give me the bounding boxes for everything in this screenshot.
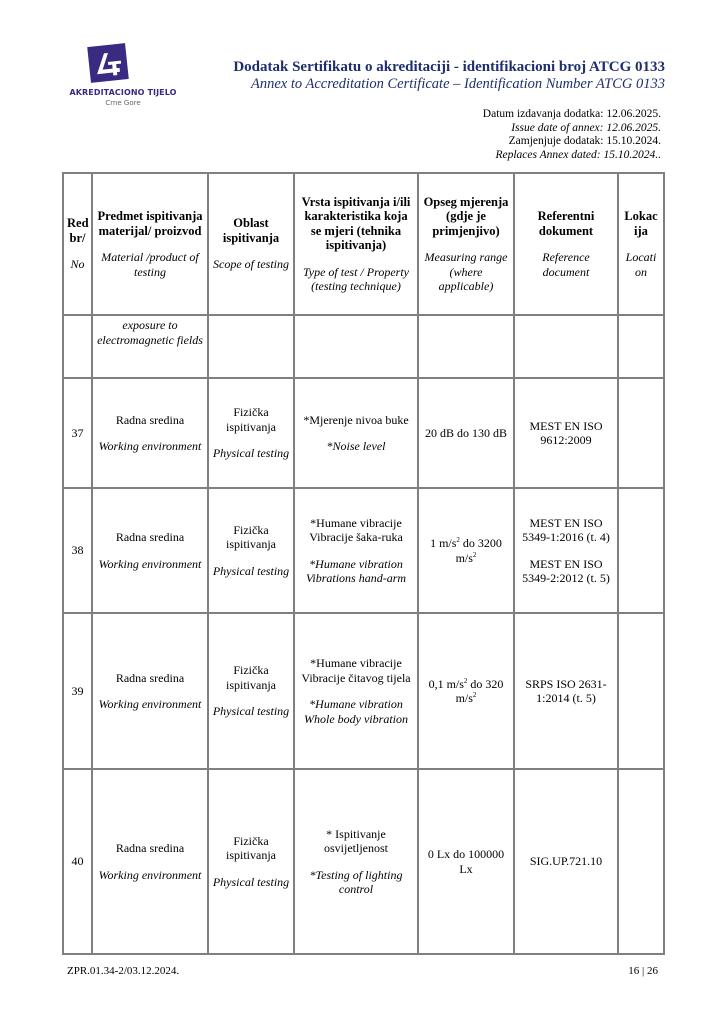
accreditation-table: [62, 172, 665, 955]
document-title: Dodatak Sertifikatu o akreditaciji - identifikacioni broj ATCG 0133: [233, 59, 665, 75]
issue-date-local: Datum izdavanja dodatka: 12.06.2025.: [482, 108, 661, 120]
header-material: Predmet ispitivanja materijal/ proizvod Material /product of testing: [92, 173, 208, 315]
row-range: 0,1 $m/s^2$ do 320 $m/s^2$: [418, 613, 514, 769]
table-row: [63, 378, 664, 488]
row-type: *Mjerenje nivoa buke *Noise level: [294, 378, 418, 488]
issue-date-en: Issue date of annex: 12.06.2025.: [511, 121, 661, 134]
table-row-continuation: [63, 315, 664, 378]
row-type: *Humane vibracije Vibracije šaka-ruka *Humane vibration Vibrations hand-arm: [294, 488, 418, 613]
row-location: [618, 378, 664, 488]
row-material: Radna sredina Working environment: [92, 378, 208, 488]
header-range: Opseg mjerenja (gdje je primjenjivo) Measuring range (where applicable): [418, 173, 514, 315]
row-range: 20 dB do 130 dB: [418, 378, 514, 488]
continuation-material: exposure to electromagnetic fields: [97, 318, 203, 347]
row-scope: Fizička ispitivanja Physical testing: [208, 613, 294, 769]
document-subtitle: Annex to Accreditation Certificate – Identification Number ATCG 0133: [250, 76, 665, 92]
row-no: 38: [63, 488, 92, 613]
table-row: [63, 488, 664, 613]
row-location: [618, 488, 664, 613]
row-range: 0 Lx do 100000 Lx: [418, 769, 514, 954]
row-type: *Humane vibracije Vibracije čitavog tijela *Humane vibration Whole body vibration: [294, 613, 418, 769]
row-material: Radna sredina Working environment: [92, 769, 208, 954]
row-reference: SRPS ISO 2631-1:2014 (t. 5): [514, 613, 618, 769]
replaces-date-local: Zamjenjuje dodatak: 15.10.2024.: [508, 135, 661, 147]
logo-glyph-icon: [87, 43, 129, 83]
header-scope: Oblast ispitivanja Scope of testing: [208, 173, 294, 315]
row-reference: MEST EN ISO 9612:2009: [514, 378, 618, 488]
row-reference: MEST EN ISO 5349-1:2016 (t. 4) MEST EN ISO 5349-2:2012 (t. 5): [514, 488, 618, 613]
table-row: [63, 769, 664, 954]
row-material: Radna sredina Working environment: [92, 613, 208, 769]
replaces-date-en: Replaces Annex dated: 15.10.2024..: [495, 148, 661, 161]
row-no: 39: [63, 613, 92, 769]
row-location: [618, 769, 664, 954]
header-reference: Referentni dokument Reference document: [514, 173, 618, 315]
header-location: Lokac ija Locati on: [618, 173, 664, 315]
footer-doc-code: ZPR.01.34-2/03.12.2024.: [67, 965, 180, 977]
logo-mark-icon: [87, 43, 129, 83]
logo-subtext: Crne Gore: [105, 99, 141, 107]
row-no: 37: [63, 378, 92, 488]
row-range: 1 $m/s^2$ do 3200 $m/s^2$: [418, 488, 514, 613]
row-type: * Ispitivanje osvijetljenost *Testing of lighting control: [294, 769, 418, 954]
header-no: Red br/ No: [63, 173, 92, 315]
row-material: Radna sredina Working environment: [92, 488, 208, 613]
row-scope: Fizička ispitivanja Physical testing: [208, 488, 294, 613]
row-scope: Fizička ispitivanja Physical testing: [208, 378, 294, 488]
table-header-row: [63, 173, 664, 315]
annex-dates: [483, 108, 661, 162]
row-scope: Fizička ispitivanja Physical testing: [208, 769, 294, 954]
logo-text: AKREDITACIONO TIJELO: [69, 88, 177, 97]
row-location: [618, 613, 664, 769]
footer-page-number: 16 | 26: [628, 965, 658, 977]
row-no: 40: [63, 769, 92, 954]
row-reference: SIG.UP.721.10: [514, 769, 618, 954]
logo: [58, 42, 188, 112]
header-type: Vrsta ispitivanja i/ili karakteristika koja se mjeri (tehnika ispitivanja) Type of test / Property (testing technique): [294, 173, 418, 315]
table-row: [63, 613, 664, 769]
